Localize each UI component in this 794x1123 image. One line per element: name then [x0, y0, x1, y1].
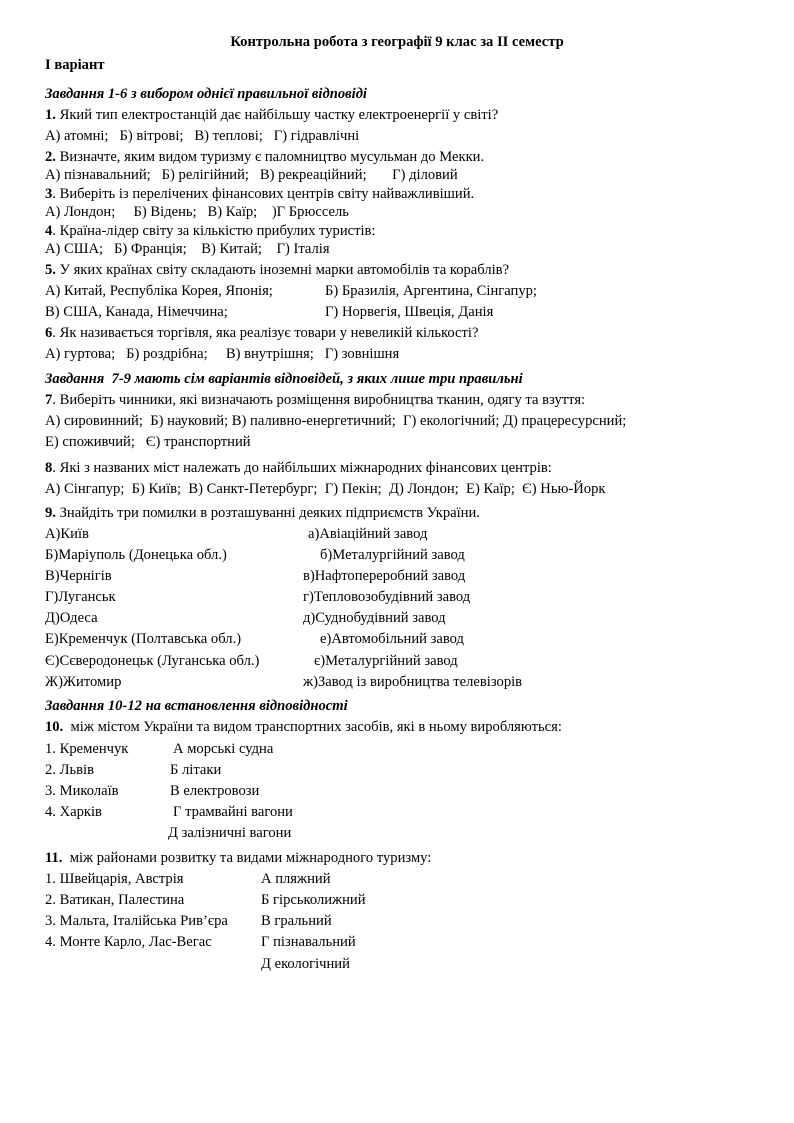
section3-heading: Завдання 10-12 на встановлення відповідності — [45, 698, 348, 714]
q11-left-item: 4. Монте Карло, Лас-Вегас — [45, 934, 212, 950]
q9-left-item: Ж)Житомир — [45, 674, 122, 690]
question-number: 3 — [45, 186, 53, 202]
question-1-options: А) атомні; Б) вітрові; В) теплові; Г) гідравлічні — [45, 128, 360, 144]
q10-left-item: 2. Львів — [45, 762, 94, 778]
question-number: 11. — [45, 850, 63, 866]
question-text: між районами розвитку та видами міжнародного туризму: — [62, 850, 432, 866]
question-7 — [45, 391, 585, 409]
q10-right-item: Г трамвайні вагони — [173, 804, 293, 820]
q11-right-item: Б гірськолижний — [261, 892, 366, 908]
q9-left-item: Б)Маріуполь (Донецька обл.) — [45, 547, 227, 563]
q9-right-item: а)Авіаційний завод — [308, 526, 428, 542]
question-6-options: А) гуртова; Б) роздрібна; В) внутрішня; Г) зовнішня — [45, 346, 400, 362]
question-5 — [45, 261, 509, 279]
q9-left-item: В)Чернігів — [45, 568, 112, 584]
q10-right-item: В електровози — [170, 783, 260, 799]
q9-right-item: ж)Завод із виробництва телевізорів — [303, 674, 523, 690]
q10-right-item: Б літаки — [170, 762, 222, 778]
question-number: 6 — [45, 325, 53, 341]
q9-right-item: г)Тепловозобудівний завод — [303, 589, 471, 605]
question-number: 8 — [45, 460, 53, 476]
question-11 — [45, 849, 431, 867]
question-3-options: А) Лондон; Б) Відень; В) Каїр; )Г Брюссель — [45, 204, 349, 220]
q11-left-item: 3. Мальта, Італійська Рив’єра — [45, 913, 228, 929]
question-9 — [45, 504, 480, 522]
question-5-option-b: Б) Бразилія, Аргентина, Сінгапур; — [325, 283, 537, 299]
q9-right-item: є)Металургійний завод — [314, 653, 458, 669]
question-text: між містом України та видом транспортних засобів, які в ньому виробляються: — [63, 719, 562, 735]
question-4 — [45, 222, 376, 240]
q9-left-item: Г)Луганськ — [45, 589, 116, 605]
question-8-options: А) Сінгапур; Б) Київ; В) Санкт-Петербург; Г) Пекін; Д) Лондон; Е) Каїр; Є) Нью-Йорк — [45, 481, 606, 497]
question-7-options-line2: Е) споживчий; Є) транспортний — [45, 434, 251, 450]
q11-right-item: Д екологічний — [261, 956, 350, 972]
question-2-options: А) пізнавальний; Б) релігійний; В) рекреаційний; Г) діловий — [45, 167, 458, 183]
page-title: Контрольна робота з географії 9 клас за II семестр — [230, 34, 564, 50]
question-text: . Виберіть чинники, які визначають розміщення виробництва тканин, одягу та взуття: — [52, 392, 586, 408]
q11-right-item: Г пізнавальний — [261, 934, 356, 950]
q11-left-item: 2. Ватикан, Палестина — [45, 892, 185, 908]
question-number: 1. — [45, 107, 56, 123]
q9-right-item: б)Металургійний завод — [320, 547, 465, 563]
question-text: . Країна-лідер світу за кількістю прибулих туристів: — [52, 223, 376, 239]
q9-right-item: е)Автомобільний завод — [320, 631, 464, 647]
question-text: . Як називається торгівля, яка реалізує товари у невеликій кількості? — [52, 325, 479, 341]
question-4-options: А) США; Б) Франція; В) Китай; Г) Італія — [45, 241, 330, 257]
q11-right-item: В гральний — [261, 913, 332, 929]
q10-left-item: 3. Миколаїв — [45, 783, 119, 799]
question-2 — [45, 148, 484, 166]
section1-heading: Завдання 1-6 з вибором однієї правильної відповіді — [45, 86, 367, 102]
q9-left-item: Д)Одеса — [45, 610, 98, 626]
q9-left-item: Є)Сєверодонецьк (Луганська обл.) — [45, 653, 260, 669]
question-text: . Які з названих міст належать до найбільших міжнародних фінансових центрів: — [52, 460, 552, 476]
question-number: 2. — [45, 149, 56, 165]
question-text: Знайдіть три помилки в розташуванні деяких підприємств України. — [55, 505, 480, 521]
question-number: 7 — [45, 392, 53, 408]
question-6 — [45, 324, 478, 342]
question-number: 9. — [45, 505, 56, 521]
question-10 — [45, 718, 562, 736]
question-text: . Виберіть із перелічених фінансових центрів світу найважливіший. — [52, 186, 475, 202]
question-5-option-d: Г) Норвегія, Швеція, Данія — [325, 304, 494, 320]
question-number: 4 — [45, 223, 53, 239]
question-number: 10. — [45, 719, 64, 735]
question-8 — [45, 459, 552, 477]
question-7-options-line1: А) сировинний; Б) науковий; В) паливно-енергетичний; Г) екологічний; Д) працересурсний; — [45, 413, 627, 429]
question-3 — [45, 185, 474, 203]
question-1 — [45, 106, 498, 124]
q9-right-item: в)Нафтопереробний завод — [303, 568, 466, 584]
q10-right-item: Д залізничні вагони — [168, 825, 292, 841]
q9-left-item: Е)Кременчук (Полтавська обл.) — [45, 631, 242, 647]
q11-left-item: 1. Швейцарія, Австрія — [45, 871, 184, 887]
question-5-option-c: В) США, Канада, Німеччина; — [45, 304, 228, 320]
q11-right-item: А пляжний — [261, 871, 331, 887]
q10-left-item: 4. Харків — [45, 804, 102, 820]
question-text: У яких країнах світу складають іноземні марки автомобілів та кораблів? — [55, 262, 510, 278]
question-5-option-a: А) Китай, Республіка Корея, Японія; — [45, 283, 273, 299]
question-text: Який тип електростанцій дає найбільшу частку електроенергії у світі? — [55, 107, 499, 123]
question-text: Визначте, яким видом туризму є паломництво мусульман до Мекки. — [55, 149, 485, 165]
q9-left-item: А)Київ — [45, 526, 89, 542]
q9-right-item: д)Суднобудівний завод — [303, 610, 446, 626]
section2-heading: Завдання 7-9 мають сім варіантів відповідей, з яких лише три правильні — [45, 371, 523, 387]
q10-right-item: А морські судна — [173, 741, 274, 757]
q10-left-item: 1. Кременчук — [45, 741, 129, 757]
variant-label: I варіант — [45, 57, 105, 73]
question-number: 5. — [45, 262, 56, 278]
